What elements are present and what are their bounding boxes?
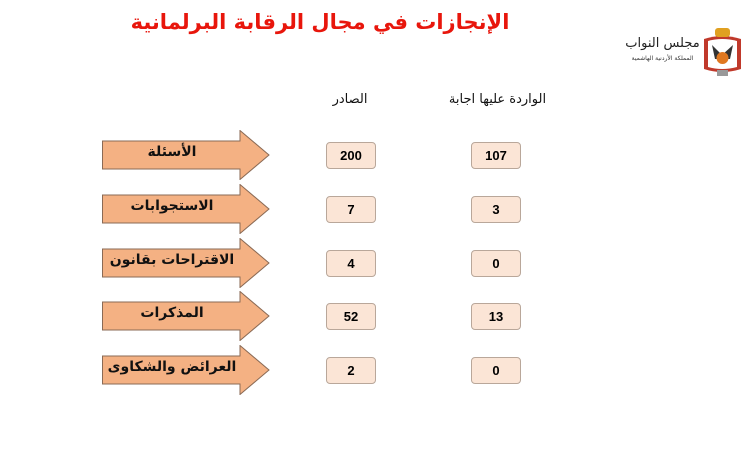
answered-value: 3 <box>471 196 521 223</box>
column-header-answered: الواردة عليها اجابة <box>448 92 547 107</box>
column-header-issued: الصادر <box>332 92 368 107</box>
category-label: الاقتراحات بقانون <box>109 252 235 268</box>
category-label: الأسئلة <box>147 144 197 160</box>
logo-subtitle: المملكة الأردنية الهاشمية <box>631 55 694 62</box>
category-label: العرائض والشكاوى <box>107 359 237 375</box>
answered-value: 107 <box>471 142 521 169</box>
answered-value: 0 <box>471 357 521 384</box>
coat-of-arms-icon <box>700 25 745 80</box>
logo-name: مجلس النواب <box>625 36 700 51</box>
logo-text <box>620 36 705 62</box>
issued-value: 200 <box>326 142 376 169</box>
category-arrow <box>102 238 270 288</box>
page-title: الإنجازات في مجال الرقابة البرلمانية <box>130 10 510 34</box>
category-arrow <box>102 130 270 180</box>
issued-value: 7 <box>326 196 376 223</box>
answered-value: 13 <box>471 303 521 330</box>
answered-value: 0 <box>471 250 521 277</box>
category-label: المذكرات <box>140 305 204 321</box>
issued-value: 4 <box>326 250 376 277</box>
category-arrow <box>102 184 270 234</box>
category-arrow <box>102 291 270 341</box>
category-arrow <box>102 345 270 395</box>
issued-value: 52 <box>326 303 376 330</box>
category-label: الاستجوابات <box>130 198 214 214</box>
issued-value: 2 <box>326 357 376 384</box>
